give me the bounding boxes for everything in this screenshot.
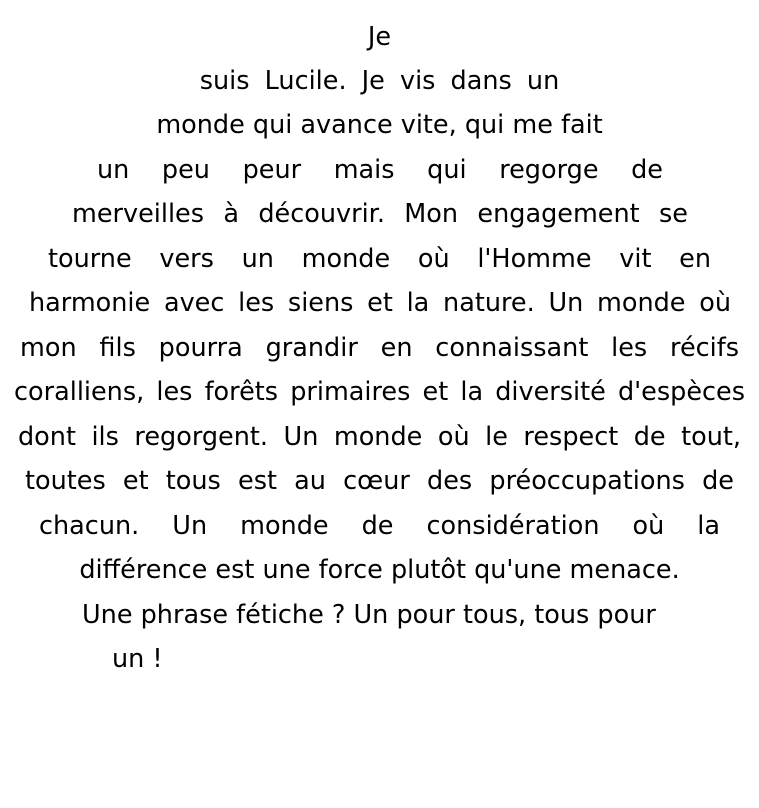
text-line: chacun. Un monde de considération où la bbox=[39, 511, 720, 541]
text-line: Je bbox=[367, 22, 392, 52]
text-line: merveilles à découvrir. Mon engagement se bbox=[72, 199, 688, 229]
text-line: dont ils regorgent. Un monde où le respect de tout, bbox=[18, 422, 741, 452]
text-line: Une phrase fétiche ? Un pour tous, tous pour bbox=[82, 600, 656, 630]
text-line: suis Lucile. Je vis dans un bbox=[199, 66, 560, 96]
text-line: tourne vers un monde où l'Homme vit en bbox=[48, 244, 711, 274]
text-line: différence est une force plutôt qu'une menace. bbox=[79, 555, 680, 585]
text-line: toutes et tous est au cœur des préoccupations de bbox=[25, 466, 734, 496]
text-line: mon fils pourra grandir en connaissant les récifs bbox=[20, 333, 739, 363]
text-line: un peu peur mais qui regorge de bbox=[97, 155, 663, 185]
text-line: monde qui avance vite, qui me fait bbox=[156, 110, 603, 140]
text-line: coralliens, les forêts primaires et la diversité d'espèces bbox=[14, 377, 745, 407]
text-line: un ! bbox=[112, 644, 163, 674]
text-line: harmonie avec les siens et la nature. Un monde où bbox=[29, 288, 731, 318]
